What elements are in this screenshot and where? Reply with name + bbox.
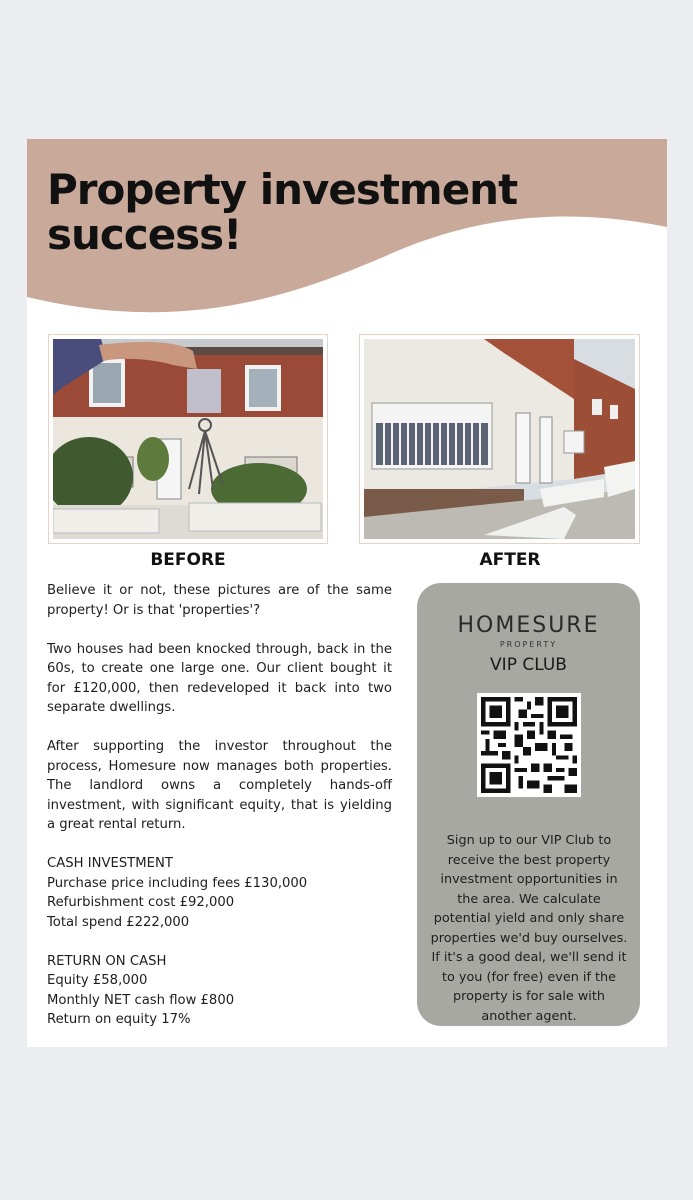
article-body bbox=[47, 581, 392, 1047]
intro-paragraph-2: Two houses had been knocked through, back in the 60s, to create one large one. Our client bought it for £120,000, then redeveloped it back into two separate dwellings. bbox=[47, 641, 392, 715]
after-label: AFTER bbox=[479, 550, 541, 570]
intro-paragraph-1: Believe it or not, these pictures are of the same property! Or is that 'properties'? bbox=[47, 583, 392, 618]
vip-club-description: Sign up to our VIP Club to receive the best property investment opportunities in the area. We calculate potential yield and only share properties we'd buy ourselves. If it's a good deal, we'll send it to you (for free) even if the property is for sale with another agent. bbox=[430, 833, 628, 1024]
return-on-equity-line: Return on equity 17% bbox=[47, 1012, 191, 1027]
equity-line: Equity £58,000 bbox=[47, 973, 148, 988]
intro-paragraph-3: After supporting the investor throughout the process, Homesure now manages both properties. The landlord owns a completely hands-off investment, with significant equity, that is yielding a great rental return. bbox=[47, 739, 392, 832]
return-on-cash-section bbox=[47, 952, 392, 1030]
homesure-logo-subtitle: PROPERTY bbox=[499, 640, 558, 649]
flyer bbox=[27, 139, 667, 1047]
homesure-logo: HOMESURE bbox=[457, 613, 600, 638]
cash-investment-section bbox=[47, 854, 392, 932]
purchase-price-line: Purchase price including fees £130,000 bbox=[47, 875, 308, 891]
after-photo bbox=[359, 334, 640, 544]
before-label: BEFORE bbox=[150, 550, 226, 570]
qr-code-icon[interactable] bbox=[477, 693, 581, 797]
page-title bbox=[47, 167, 517, 257]
cash-flow-line: Monthly NET cash flow £800 bbox=[47, 992, 235, 1008]
vip-club-panel bbox=[417, 583, 640, 1026]
title-line-2: success! bbox=[47, 210, 242, 259]
total-spend-line: Total spend £222,000 bbox=[47, 914, 190, 930]
return-on-cash-heading: RETURN ON CASH bbox=[47, 953, 167, 969]
before-photo bbox=[48, 334, 328, 544]
vip-club-title: VIP CLUB bbox=[490, 655, 567, 675]
cash-investment-heading: CASH INVESTMENT bbox=[47, 856, 173, 871]
refurbishment-cost-line: Refurbishment cost £92,000 bbox=[47, 895, 235, 910]
title-line-1: Property investment bbox=[47, 165, 518, 214]
